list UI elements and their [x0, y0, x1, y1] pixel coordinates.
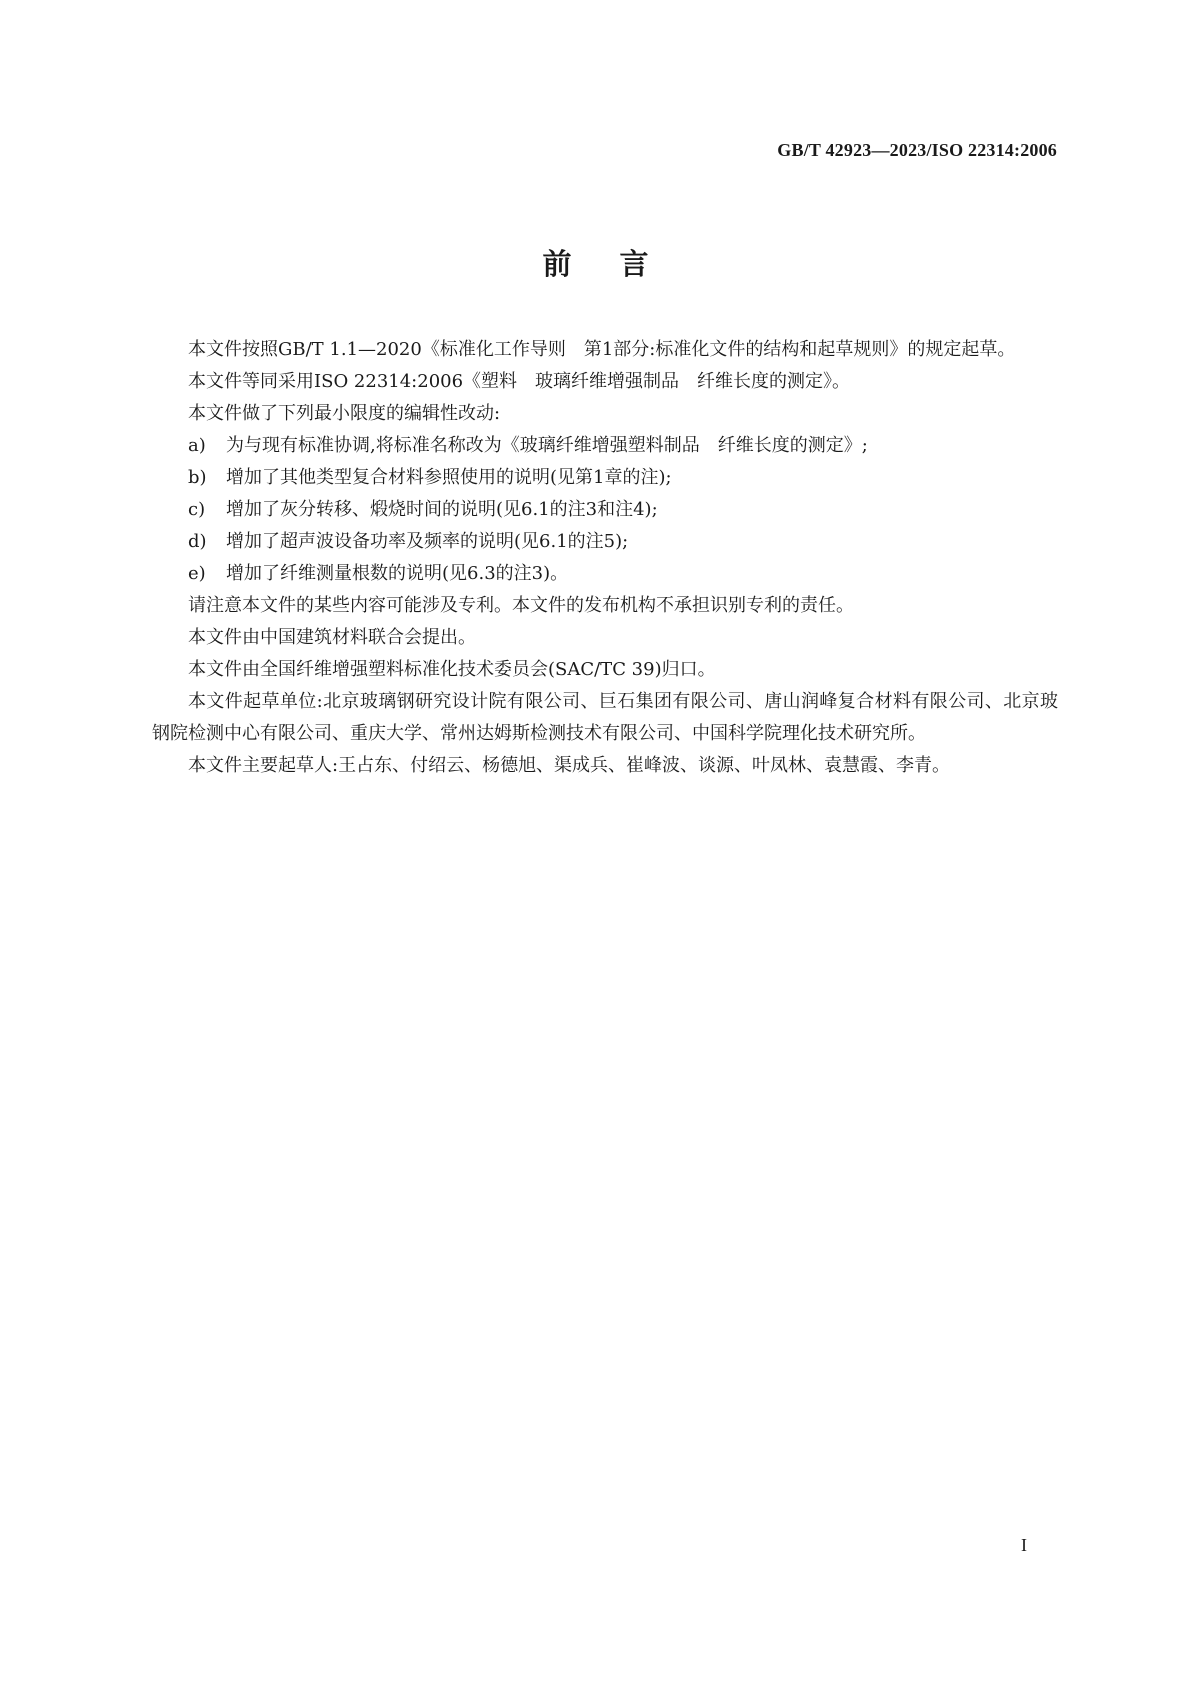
paragraph-drafters: 本文件主要起草人:王占东、付绍云、杨德旭、渠成兵、崔峰波、谈源、叶凤林、袁慧霞、李青。: [188, 755, 951, 776]
change-item-e: [152, 558, 1058, 590]
list-item-text: 为与现有标准协调,将标准名称改为《玻璃纤维增强塑料制品 纤维长度的测定》;: [226, 435, 868, 456]
change-item-c: [152, 494, 1058, 526]
paragraph-patent-notice: 请注意本文件的某些内容可能涉及专利。本文件的发布机构不承担识别专利的责任。: [188, 595, 854, 616]
list-marker: d): [188, 531, 207, 552]
page-title: 前言: [542, 247, 697, 281]
change-item-a: [152, 430, 1058, 462]
list-marker: e): [188, 563, 206, 584]
page-number: I: [1021, 1535, 1027, 1555]
standard-code-header: GB/T 42923—2023/ISO 22314:2006: [777, 140, 1057, 160]
list-item-text: 增加了纤维测量根数的说明(见6.3的注3)。: [226, 563, 569, 584]
change-item-b: [152, 462, 1058, 494]
paragraph-editorial-changes: 本文件做了下列最小限度的编辑性改动:: [188, 403, 501, 424]
list-marker: c): [188, 499, 206, 520]
paragraph-proposer: 本文件由中国建筑材料联合会提出。: [188, 627, 476, 648]
paragraph-adoption: 本文件等同采用ISO 22314:2006《塑料 玻璃纤维增强制品 纤维长度的测定》。: [188, 371, 851, 392]
list-item-text: 增加了超声波设备功率及频率的说明(见6.1的注5);: [226, 531, 629, 552]
list-item-text: 增加了其他类型复合材料参照使用的说明(见第1章的注);: [226, 467, 672, 488]
paragraph-drafting-units: 本文件起草单位:北京玻璃钢研究设计院有限公司、巨石集团有限公司、唐山润峰复合材料有限公司、北京玻钢院检测中心有限公司、重庆大学、常州达姆斯检测技术有限公司、中国科学院理化技术研究所。: [152, 691, 1058, 744]
paragraph-drafting-rules: 本文件按照GB/T 1.1—2020《标准化工作导则 第1部分:标准化文件的结构和起草规则》的规定起草。: [188, 339, 1016, 360]
list-item-text: 增加了灰分转移、煅烧时间的说明(见6.1的注3和注4);: [226, 499, 658, 520]
list-marker: b): [188, 467, 207, 488]
paragraph-committee: 本文件由全国纤维增强塑料标准化技术委员会(SAC/TC 39)归口。: [188, 659, 716, 680]
foreword-body: [152, 334, 1058, 782]
list-marker: a): [188, 435, 206, 456]
change-item-d: [152, 526, 1058, 558]
